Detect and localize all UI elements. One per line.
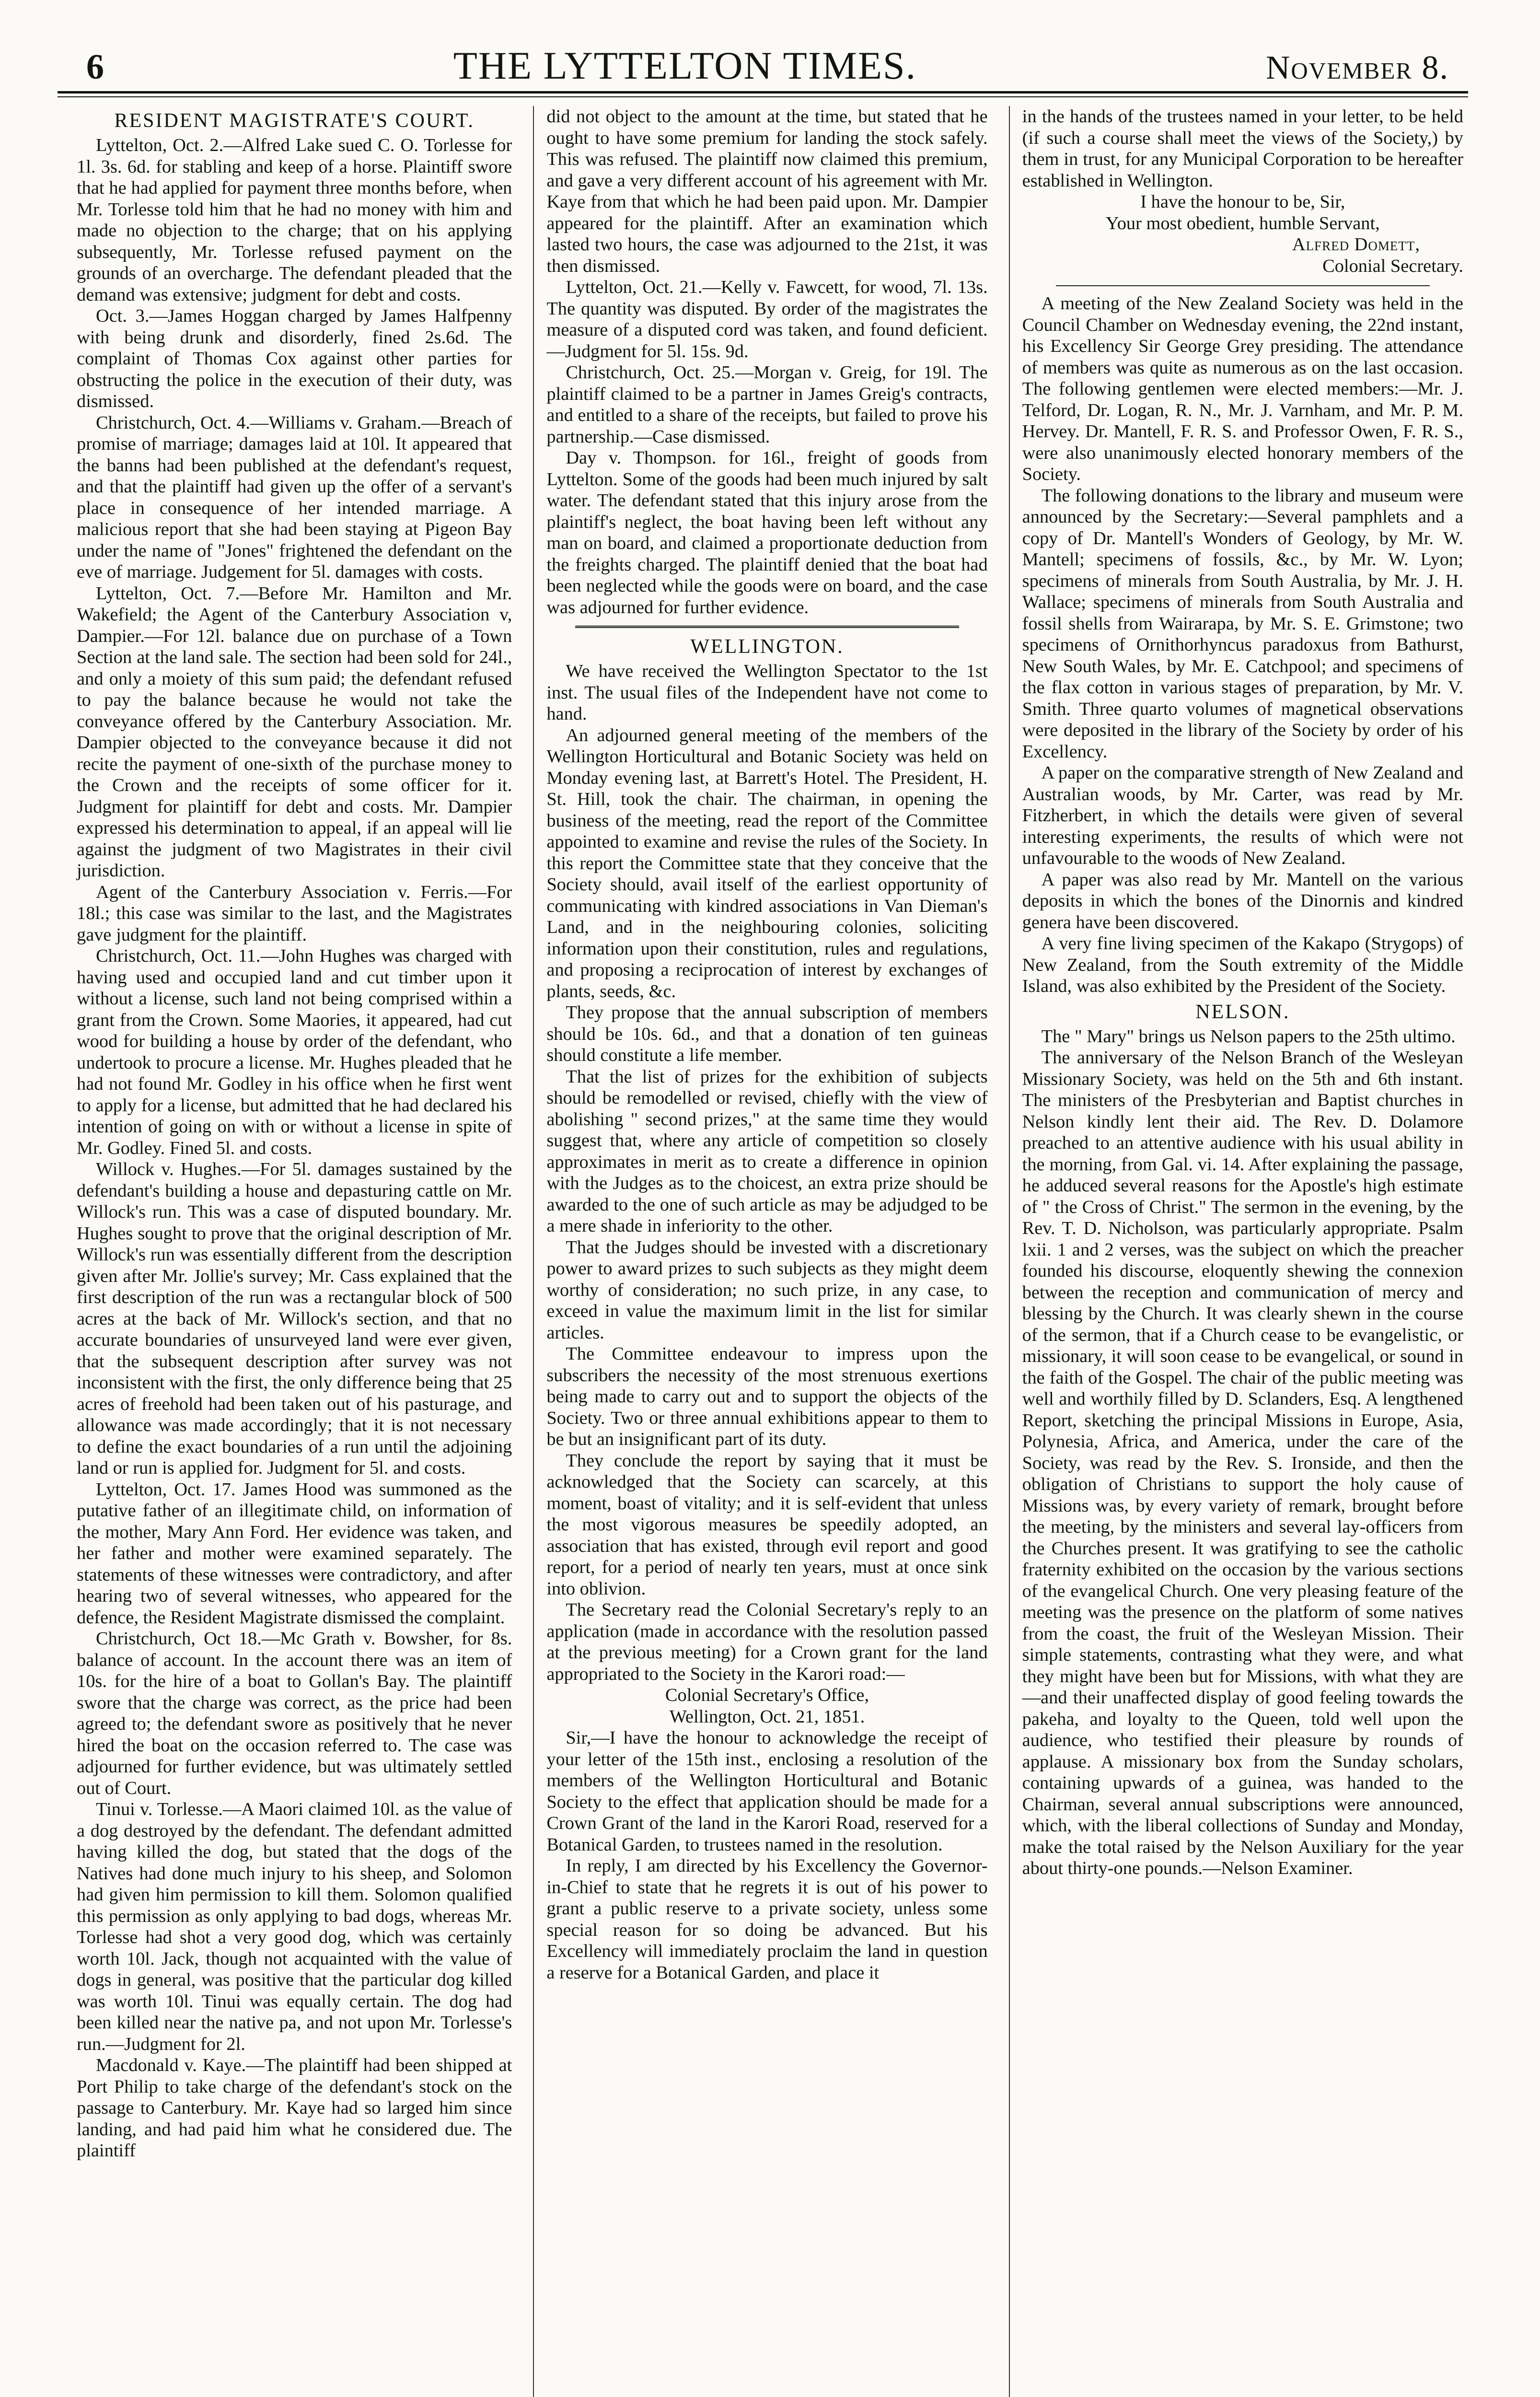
issue-date: November 8. [1265, 49, 1449, 86]
article-paragraph: Lyttelton, Oct. 21.—Kelly v. Fawcett, for wood, 7l. 13s. The quantity was disputed. By order of the magistrates the measure of a disputed cord was taken, and found deficient.—Judgment for 5l. 15s. 9d. [546, 277, 988, 361]
letter-date: Wellington, Oct. 21, 1851. [669, 1706, 865, 1727]
article-paragraph: A paper was also read by Mr. Mantell on the various deposits in which the bones of the Dinornis and kindred genera have been discovered. [1022, 869, 1463, 932]
letter-signer-title: Colonial Secretary. [1322, 256, 1463, 276]
article-paragraph: The following donations to the library and museum were announced by the Secretary:—Several pamphlets and a copy of Dr. Mantell's Wonders of Geology, by Mr. W. Mantell; specimens of fossils, &c., by Mr. W. Lyon; specimens of minerals from South Australia, by Mr. J. H. Wallace; specimens of minerals from South Australia and fossil shells from Wairarapa, by Mr. S. E. Grimstone; two specimens of Ornithorhyncus paradoxus from Bathurst, New South Wales, by Mr. E. Catchpool; and specimens of the flax cotton in various stages of preparation, by Mr. V. Smith. Three quarto volumes of magnetical observations were deposited in the library of the Society by order of his Excellency. [1022, 485, 1463, 762]
article-paragraph: Willock v. Hughes.—For 5l. damages sustained by the defendant's building a house and depasturing cattle on Mr. Willock's run. This was a case of disputed boundary. Mr. Hughes sought to prove that the original description of Mr. Willock's run was essentially different from the description given after Mr. Jollie's survey; Mr. Cass explained that the first description of the run was a rectangular block of 500 acres at the back of Mr. Willock's section, and that no accurate boundaries of unsurveyed land were ever given, that the subsequent description after survey was not inconsistent with the first, the only difference being that 25 acres of freehold had been taken out of his pasturage, and allowance was made accordingly; that it is not necessary to define the exact boundaries of a run until the adjoining land or run is applied for. Judgment for 5l. and costs. [77, 1159, 512, 1478]
article-paragraph: Tinui v. Torlesse.—A Maori claimed 10l. as the value of a dog destroyed by the defendant. The defendant admitted having killed the dog, but stated that the dogs of the Natives had done much injury to his sheep, and Solomon had given him permission to kill them. Solomon qualified this permission as only applying to bad dogs, whereas Mr. Torlesse had shot a very good dog, which was certainly worth 10l. Jack, though not acquainted with the value of dogs in general, was positive that the particular dog killed was worth 10l. Tinui was equally certain. The dog had been killed near the native pa, and not upon Mr. Torlesse's run.—Judgment for 2l. [77, 1799, 512, 2054]
letter-office: Colonial Secretary's Office, [665, 1685, 869, 1705]
section-title-court: RESIDENT MAGISTRATE'S COURT. [114, 110, 475, 132]
article-paragraph: A very fine living specimen of the Kakapo (Strygops) of New Zealand, from the South extremity of the Middle Island, was also exhibited by the President of the Society. [1022, 933, 1463, 996]
article-paragraph: That the list of prizes for the exhibition of subjects should be remodelled or revised, chiefly with the view of abolishing " second prizes," at the same time they would suggest that, where any article of competition so closely approximates in merit as to create a difference in opinion with the Judges as to the choicest, an extra prize should be awarded to the one of such article as may be adjudged to be a mere shade in inferiority to the other. [546, 1066, 988, 1236]
article-paragraph: An adjourned general meeting of the members of the Wellington Horticultural and Botanic Society was held on Monday evening last, at Barrett's Hotel. The President, H. St. Hill, took the chair. The chairman, in opening the business of the meeting, read the report of the Committee appointed to examine and revise the rules of the Society. In this report the Committee state that they conceive that the Society should, avail itself of the earliest opportunity of communicating with kindred associations in Van Dieman's Land, and in the neighbouring colonies, soliciting information upon their constitution, rules and regulations, and proposing a reciprocation of interest by exchanges of plants, seeds, &c. [546, 725, 988, 1001]
section-title-wellington: WELLINGTON. [690, 636, 844, 658]
letter-closing: I have the honour to be, Sir, [1140, 192, 1345, 212]
column-1 [58, 106, 517, 2397]
article-paragraph: A meeting of the New Zealand Society was held in the Council Chamber on Wednesday evening, the 22nd instant, his Excellency Sir George Grey presiding. The attendance of members was quite as numerous as on the last occasion. The following gentlemen were elected members:—Mr. J. Telford, Dr. Logan, R. N., Mr. J. Varnham, and Mr. P. M. Hervey. Dr. Mantell, F. R. S. and Professor Owen, F. R. S., were also unanimously elected honorary members of the Society. [1022, 293, 1463, 484]
page-number: 6 [86, 47, 104, 87]
article-paragraph: That the Judges should be invested with a discretionary power to award prizes to such subjects as they might deem worthy of consideration; no such prize, in any case, to exceed in value the maximum limit in the list for similar articles. [546, 1237, 988, 1343]
article-paragraph: The Secretary read the Colonial Secretary's reply to an application (made in accordance with the resolution passed at the previous meeting) for a Crown grant for the land appropriated to the Society in the Karori road:— [546, 1600, 988, 1684]
article-paragraph: Christchurch, Oct. 4.—Williams v. Graham.—Breach of promise of marriage; damages laid at 10l. It appeared that the banns had been published at the defendant's request, and that the plaintiff had given up the offer of a servant's place in consequence of her intended marriage. A malicious report that she had been staying at Pigeon Bay under the name of "Jones" frightened the defendant on the eve of marriage. Judgement for 5l. damages with costs. [77, 412, 512, 582]
article-paragraph: Christchurch, Oct. 25.—Morgan v. Greig, for 19l. The plaintiff claimed to be a partner in James Greig's contracts, and entitled to a share of the receipts, but failed to prove his partnership.—Case dismissed. [546, 362, 988, 447]
article-paragraph: A paper on the comparative strength of New Zealand and Australian woods, by Mr. Carter, was read by Mr. Fitzherbert, in which the details were given of several interesting experiments, the results of which were not unfavourable to the woods of New Zealand. [1022, 763, 1463, 868]
article-paragraph: They propose that the annual subscription of members should be 10s. 6d., and that a donation of ten guineas should constitute a life member. [546, 1002, 988, 1065]
section-title-nelson: NELSON. [1195, 1001, 1290, 1023]
article-paragraph: Macdonald v. Kaye.—The plaintiff had been shipped at Port Philip to take charge of the defendant's stock on the passage to Canterbury. Mr. Kaye had so larged him since landing, and had paid him what he considered due. The plaintiff [77, 2055, 512, 2161]
article-paragraph: The anniversary of the Nelson Branch of the Wesleyan Missionary Society, was held on the 5th and 6th instant. The ministers of the Presbyterian and Baptist churches in Nelson kindly lent their aid. The Rev. D. Dolamore preached to an attentive audience with his usual ability in the morning, from Gal. vi. 14. After explaining the passage, he adduced several reasons for the Apostle's high estimate of " the Cross of Christ." The sermon in the evening, by the Rev. T. D. Nicholson, was particularly appropriate. Psalm lxii. 1 and 2 verses, was the subject on which the preacher founded his discourse, eloquently shewing the connexion between the reception and communication of mercy and blessing by the Church. It was clearly shewn in the course of the sermon, that if a Church cease to be evangelistic, or missionary, it will soon cease to be evangelical, or sound in the faith of the Gospel. The chair of the public meeting was well and worthily filled by D. Sclanders, Esq. A lengthened Report, sketching the principal Missions in Europe, Asia, Polynesia, Africa, and America, under the care of the Society, was read by the Rev. S. Ironside, and then the obligation of Christians to support the holy cause of Missions was, by every variety of remark, brought before the meeting, by the ministers and several lay-officers from the Churches present. It was gratifying to see the catholic fraternity exhibited on the occasion by the various sections of the evangelical Church. One very pleasing feature of the meeting was the presence on the platform of some natives from the coast, the fruit of the Wesleyan Mission. Their simple statements, contrasting what they were, and what they might have been but for Missions, with what they are—and their unaffected display of good feeling towards the pakeha, and loyalty to the Queen, told well upon the audience, who testified their pleasure by rounds of applause. A missionary box from the Sunday scholars, containing upwards of a guinea, was handed to the Chairman, several annual subscriptions were announced, which, with the liberal collections of Sunday and Monday, make the total raised by the Nelson Auxiliary for the year about thirty-one pounds.—Nelson Examiner. [1022, 1047, 1463, 1878]
column-3 [1009, 106, 1468, 2397]
article-paragraph: Agent of the Canterbury Association v. Ferris.—For 18l.; this case was similar to the last, and the Magistrates gave judgment for the plaintiff. [77, 882, 512, 945]
letter-paragraph: In reply, I am directed by his Excellency the Governor-in-Chief to state that he regrets it is out of his power to grant a public reserve to a private society, unless some special reason for so doing be advanced. But his Excellency will immediately proclaim the land in question a reserve for a Botanical Garden, and place it [546, 1856, 988, 1983]
letter-paragraph: in the hands of the trustees named in your letter, to be held (if such a course shall meet the views of the Society,) by them in trust, for any Municipal Corporation to be hereafter established in Wellington. [1022, 106, 1463, 191]
article-paragraph: They conclude the report by saying that it must be acknowledged that the Society can scarcely, at this moment, boast of vitality; and it is self-evident that unless the most vigorous measures be speedily adopted, an association that has existed, through evil report and good report, for a period of nearly ten years, must at once sink into oblivion. [546, 1450, 988, 1599]
section-divider [1056, 285, 1430, 286]
article-paragraph: did not object to the amount at the time, but stated that he ought to have some premium for landing the stock safely. This was refused. The plaintiff now claimed this premium, and gave a very different account of his agreement with Mr. Kaye from that which he had been paid upon. Mr. Dampier appeared for the plaintiff. After an examination which lasted two hours, the case was adjourned to the 21st, it was then dismissed. [546, 106, 988, 276]
letter-paragraph: Sir,—I have the honour to acknowledge the receipt of your letter of the 15th inst., enclosing a resolution of the members of the Wellington Horticultural and Botanic Society to the effect that application should be made for a Crown Grant of the land in the Karori Road, reserved for a Botanical Garden, to trustees named in the resolution. [546, 1728, 988, 1855]
letter-closing: Your most obedient, humble Servant, [1105, 213, 1380, 233]
masthead [58, 43, 1468, 93]
letter-signer: Alfred Domett, [1292, 234, 1420, 255]
masthead-rule [58, 96, 1468, 97]
article-paragraph: Lyttelton, Oct. 2.—Alfred Lake sued C. O. Torlesse for 1l. 3s. 6d. for stabling and keep of a horse. Plaintiff swore that he had applied for payment three months before, when Mr. Torlesse told him that he had no money with him and made no objection to the charge; that on his applying subsequently, Mr. Torlesse refused payment on the grounds of an overcharge. The defendant pleaded that the demand was extensive; judgment for debt and costs. [77, 135, 512, 305]
article-paragraph: Day v. Thompson. for 16l., freight of goods from Lyttelton. Some of the goods had been much injured by salt water. The defendant stated that this injury arose from the plaintiff's neglect, the boat having been left without any man on board, and claimed a proportionate deduction from the freights charged. The plaintiff denied that the boat had been neglected while the goods were on board, and the case was adjourned for further evidence. [546, 448, 988, 617]
article-paragraph: Christchurch, Oct. 11.—John Hughes was charged with having used and occupied land and cut timber upon it without a license, such land not being comprised within a grant from the Crown. Some Maories, it appeared, had cut wood for building a house by order of the defendant, who undertook to procure a license. Mr. Hughes pleaded that he had not found Mr. Godley in his office when he first went to apply for a license, but admitted that he had declared his intention of going on with or without a license in spite of Mr. Godley. Fined 5l. and costs. [77, 946, 512, 1158]
article-paragraph: Christchurch, Oct 18.—Mc Grath v. Bowsher, for 8s. balance of account. In the account there was an item of 10s. for the hire of a boat to Gollan's Bay. The plaintiff swore that the charge was correct, as the price had been agreed to; the defendant swore as positively that he never hired the boat on the occasion referred to. The case was adjourned for further evidence, but was ultimately settled out of Court. [77, 1629, 512, 1798]
columns [58, 106, 1468, 2397]
article-paragraph: Oct. 3.—James Hoggan charged by James Halfpenny with being drunk and disorderly, fined 2s.6d. The complaint of Thomas Cox against other parties for obstructing the police in the execution of their duty, was dismissed. [77, 306, 512, 411]
newspaper-title: THE LYTTELTON TIMES. [453, 44, 917, 87]
article-paragraph: Lyttelton, Oct. 7.—Before Mr. Hamilton and Mr. Wakefield; the Agent of the Canterbury Association v, Dampier.—For 12l. balance due on purchase of a Town Section at the land sale. The section had been sold for 24l., and only a moiety of this sum paid; the defendant refused to pay the balance because he would not take the conveyance offered by the Canterbury Association. Mr. Dampier objected to the conveyance because it did not recite the payment of one-sixth of the purchase money to the Crown and the receipts of some officer for it. Judgment for plaintiff for debt and costs. Mr. Dampier expressed his determination to appeal, if an appeal will lie against the judgment of two Magistrates in their civil jurisdiction. [77, 583, 512, 881]
article-paragraph: The Committee endeavour to impress upon the subscribers the necessity of the most strenuous exertions being made to carry out and to support the objects of the Society. Two or three annual exhibitions appear to them to be but an insignificant part of its duty. [546, 1344, 988, 1449]
article-paragraph: Lyttelton, Oct. 17. James Hood was summoned as the putative father of an illegitimate child, on information of the mother, Mary Ann Ford. Her evidence was taken, and her father and mother were examined separately. The statements of these witnesses were contradictory, and after hearing two of several witnesses, who appeared for the defence, the Resident Magistrate dismissed the complaint. [77, 1479, 512, 1628]
article-paragraph: We have received the Wellington Spectator to the 1st inst. The usual files of the Independent have not come to hand. [546, 661, 988, 724]
article-paragraph: The " Mary" brings us Nelson papers to the 25th ultimo. [1041, 1026, 1456, 1047]
section-divider [575, 626, 959, 628]
column-2 [533, 106, 992, 2397]
